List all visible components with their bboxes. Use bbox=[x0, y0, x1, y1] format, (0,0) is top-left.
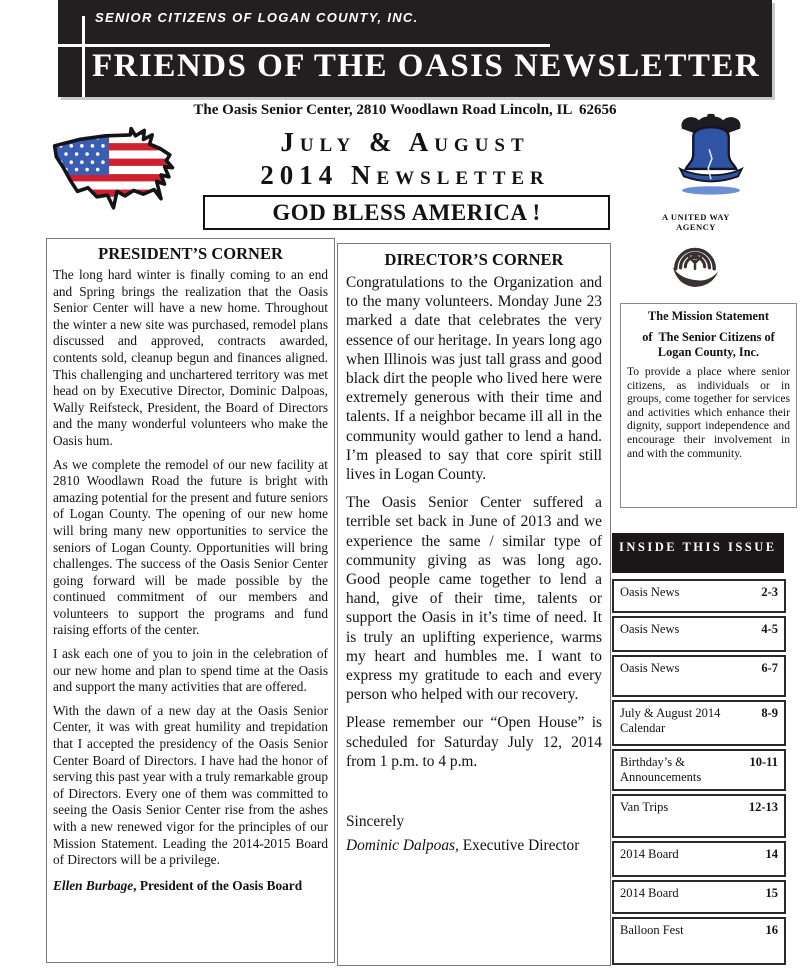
toc-item-label: July & August 2014 Calendar bbox=[620, 706, 721, 735]
masthead-bar bbox=[58, 0, 772, 97]
mission-title-line2: of The Senior Citizens of bbox=[642, 330, 775, 344]
united-way-caption-line1: A UNITED WAY bbox=[662, 212, 730, 222]
masthead-vertical-rule bbox=[82, 16, 85, 97]
toc-item-pages: 10-11 bbox=[749, 755, 778, 769]
presidents-signature bbox=[53, 878, 328, 894]
presidents-corner-paragraph: With the dawn of a new day at the Oasis Senior Center, it was with great humility and trepidation that I accepted the presidency of the Oasis Senior Center Board of Directors. I have had the honor of serving this past year with a truly remarkable group of Directors. Every one of them was committed to seeing the Oasis Senior Center rise from the ashes with a new renewed vigor for the principles of our Mission Statement. Leading the 2014-2015 Board of Directors will be a privilege. bbox=[53, 702, 328, 868]
presidents-corner-title: PRESIDENT’S CORNER bbox=[98, 244, 283, 263]
toc-row bbox=[612, 794, 786, 838]
toc-row bbox=[612, 655, 786, 697]
inside-this-issue-header: INSIDE THIS ISSUE bbox=[612, 533, 784, 573]
toc-item-pages: 15 bbox=[765, 886, 778, 900]
organization-name: SENIOR CITIZENS OF LOGAN COUNTY, INC. bbox=[95, 10, 419, 25]
toc-item-pages: 4-5 bbox=[761, 622, 778, 636]
mission-statement-box bbox=[620, 303, 797, 508]
directors-signature bbox=[346, 837, 602, 855]
directors-corner-title: DIRECTOR’S CORNER bbox=[384, 250, 564, 269]
directors-corner-article bbox=[337, 243, 611, 966]
toc-item-label: Oasis News bbox=[620, 585, 680, 599]
center-address: The Oasis Senior Center, 2810 Woodlawn Road Lincoln, IL 62656 bbox=[193, 102, 617, 118]
issue-title bbox=[195, 126, 615, 192]
president-role: , President of the Oasis Board bbox=[133, 877, 303, 893]
toc-row bbox=[612, 579, 786, 613]
president-name: Ellen Burbage bbox=[53, 877, 134, 893]
directors-corner-paragraph: The Oasis Senior Center suffered a terrible set back in June of 2013 and we experience the same / similar type of community giving as was long ago. Good people came together to lend a hand, give of their time, talents or support the Oasis in it’s time of need. It is truly an uplifting experience, warms my heart and humbles me. I want to express my gratitude to each and every person who helped with our recovery. bbox=[346, 494, 602, 704]
toc-item-pages: 14 bbox=[765, 847, 778, 861]
toc-item-pages: 16 bbox=[765, 923, 778, 937]
toc-item-label: Balloon Fest bbox=[620, 923, 684, 937]
newsletter-title: FRIENDS OF THE OASIS NEWSLETTER bbox=[92, 48, 761, 84]
usa-flag-map-icon bbox=[44, 124, 176, 226]
united-way-logo-icon bbox=[669, 233, 721, 289]
mission-title-line3: Logan County, Inc. bbox=[657, 345, 760, 359]
toc-item-label: Oasis News bbox=[620, 661, 680, 675]
toc-row bbox=[612, 841, 786, 877]
toc-row bbox=[612, 917, 786, 965]
united-way-caption-line2: AGENCY bbox=[676, 221, 716, 232]
presidents-corner-paragraph: I ask each one of you to join in the celebration of our new home and plan to spend time at the Oasis and support the many activities that are offered. bbox=[53, 646, 328, 695]
mission-body: To provide a place where senior citizens, as individuals or in groups, come together for services and activities which enhance their dignity, support independence and encourage their involvement in and with the community. bbox=[627, 365, 790, 460]
liberty-bell-icon bbox=[664, 112, 758, 196]
toc-item-pages: 2-3 bbox=[761, 585, 778, 599]
toc-row bbox=[612, 749, 786, 791]
directors-closing: Sincerely bbox=[346, 813, 405, 831]
masthead-horizontal-rule bbox=[58, 44, 550, 47]
toc-item-pages: 12-13 bbox=[748, 800, 778, 814]
toc-item-label: 2014 Board bbox=[620, 847, 679, 861]
directors-corner-paragraph: Please remember our “Open House” is scheduled for Saturday July 12, 2014 from 1 p.m. to 4 p.m. bbox=[346, 714, 602, 770]
director-name: Dominic Dalpoas, bbox=[346, 837, 459, 855]
mission-title-line1: The Mission Statement bbox=[648, 309, 769, 323]
united-way-caption bbox=[650, 213, 742, 232]
toc-item-label: 2014 Board bbox=[620, 886, 679, 900]
issue-title-line2: 2014 Newsletter bbox=[260, 160, 550, 190]
director-role: Executive Director bbox=[458, 837, 580, 855]
presidents-corner-paragraph: The long hard winter is finally coming to an end and Spring brings the realization that the Oasis Senior Center will have a new home. Throughout the winter a new site was purchased, remodel plans discussed and approved, contracts awarded, contents sold, cleanup begun and finances aligned. This challenging and unchartered territory was met head on by Executive Director, Dominic Dalpoas, Wally Reifsteck, President, the Board of Directors and the many wonderful volunteers who make the Oasis hum. bbox=[53, 267, 328, 448]
issue-title-line1: July & August bbox=[280, 127, 530, 157]
toc-row bbox=[612, 616, 786, 652]
toc-item-pages: 6-7 bbox=[761, 661, 778, 675]
toc-row bbox=[612, 700, 786, 746]
presidents-corner-article bbox=[46, 238, 335, 963]
toc-item-label: Van Trips bbox=[620, 800, 669, 814]
toc-item-pages: 8-9 bbox=[761, 706, 778, 720]
presidents-corner-paragraph: As we complete the remodel of our new facility at 2810 Woodlawn Road the future is bright with amazing potential for the present and future seniors of Logan County. The opening of our new home will bring many new opportunities to service the seniors of Logan County. Opportunities will bring challenges. The success of the Oasis Senior Center going forward will be made possible by the continued commitment of our members and volunteers to support the programs and fund raising efforts of the center. bbox=[53, 456, 328, 638]
toc-item-label: Birthday’s & Announcements bbox=[620, 755, 702, 784]
table-of-contents bbox=[612, 579, 786, 968]
directors-corner-paragraph: Congratulations to the Organization and to the many volunteers. Monday June 23 marked a date that celebrates the very essence of our heritage. In years long ago when Illinois was just tall grass and good black dirt the people who lived here were extremely generous with their time and talents. If a neighbor became ill all in the community would gather to lend a hand. I’m pleased to say that core spirit still lives in Logan County. bbox=[346, 274, 602, 484]
god-bless-banner: GOD BLESS AMERICA ! bbox=[203, 195, 610, 230]
toc-row bbox=[612, 880, 786, 914]
toc-item-label: Oasis News bbox=[620, 622, 680, 636]
